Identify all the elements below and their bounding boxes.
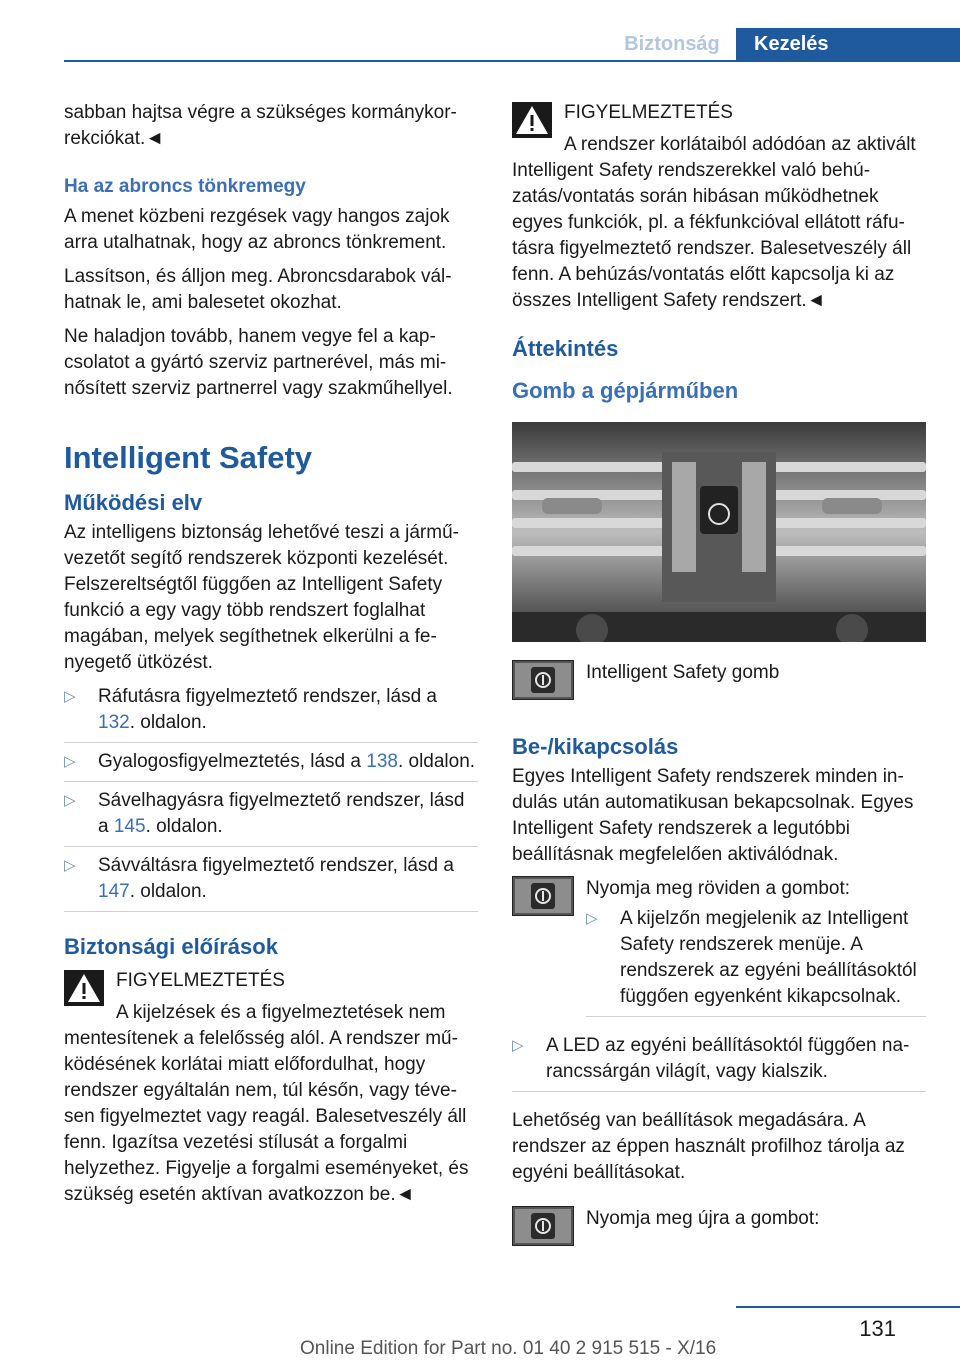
- paragraph: A menet közbeni rezgések vagy hangos zajok arra utalhatnak, hogy az abroncs tönkrement.: [64, 206, 450, 253]
- subsection-title-overview: Áttekintés: [512, 336, 619, 361]
- list-item: ▷ Gyalogosfigyelmeztetés, lásd a 138. oldalon.: [64, 749, 478, 782]
- list-item: ▷ A LED az egyéni beállításoktól függően narancssárgán világít, vagy kialszik.: [512, 1033, 926, 1092]
- footer-edition: Online Edition for Part no. 01 40 2 915 515 - X/16: [300, 1338, 717, 1359]
- list-bullet-triangle-icon: ▷: [64, 857, 76, 874]
- subheading-button-in-vehicle: Gomb a gépjárműben: [512, 378, 739, 403]
- header-tab-active: Kezelés: [736, 28, 960, 60]
- paragraph: Lassítson, és álljon meg. Abroncsdarabok válhatnak le, ami balesetet okozhat.: [64, 266, 452, 313]
- subsection-title-safety: Biztonsági előírások: [64, 934, 278, 959]
- left-column: [64, 100, 478, 1216]
- intelligent-safety-button-icon: [512, 1206, 574, 1246]
- vehicle-button-photo: [512, 422, 926, 642]
- warning-triangle-icon: [64, 970, 104, 1006]
- right-column: [512, 100, 926, 1258]
- intelligent-safety-button-icon: [512, 876, 574, 916]
- warning-box: [64, 968, 478, 1208]
- section-title: Intelligent Safety: [64, 440, 313, 475]
- list-item: ▷ Sávelhagyásra figyelmeztető rendszer, lásd a 145. oldalon.: [64, 788, 478, 847]
- paragraph: Lehetőség van beállítások megadására. A rendszer az éppen használt profilhoz tárolja az egyéni beállításokat.: [512, 1110, 905, 1183]
- subheading-tire-failure: Ha az abroncs tönkremegy: [64, 176, 306, 197]
- page-link[interactable]: 147: [98, 881, 130, 902]
- press-again-row: [512, 1206, 926, 1250]
- press-instruction-row: [512, 876, 926, 1017]
- list-bullet-triangle-icon: ▷: [64, 753, 76, 770]
- paragraph: Ne haladjon tovább, hanem vegye fel a kapcsolatot a gyártó szerviz partnerével, más minősített szerviz partnerrel vagy szakműhellyel.: [64, 326, 453, 399]
- page-link[interactable]: 132: [98, 712, 130, 733]
- list-item: ▷ A kijelzőn megjelenik az Intelligent Safety rendszerek menüje. A rendszerek az egyéni beállításoktól függően egyenként kikapcsolnak.: [586, 906, 926, 1017]
- button-caption-row: [512, 660, 926, 704]
- button-caption: Intelligent Safety gomb: [586, 662, 780, 683]
- paragraph: Egyes Intelligent Safety rendszerek minden indulás után automatikusan bekapcsolnak. Egyes Intelligent Safety rendszerek a legutóbbi beállításnak megfelelően aktiválódnak.: [512, 766, 914, 865]
- led-list: [512, 1033, 926, 1092]
- intelligent-safety-button-icon: [512, 660, 574, 700]
- subsection-title-principle: Működési elv: [64, 490, 203, 515]
- subsection-title-onoff: Be-/kikapcsolás: [512, 734, 679, 759]
- warning-title: FIGYELMEZTETÉS: [564, 102, 733, 123]
- warning-title: FIGYELMEZTETÉS: [116, 970, 285, 991]
- list-bullet-triangle-icon: ▷: [64, 792, 76, 809]
- list-bullet-triangle-icon: ▷: [512, 1037, 524, 1054]
- page-number: 131: [859, 1316, 896, 1341]
- systems-list: [64, 684, 478, 912]
- page-header: [0, 0, 960, 62]
- list-item: ▷ Sávváltásra figyelmeztető rendszer, lásd a 147. oldalon.: [64, 853, 478, 912]
- menu-result-list: [586, 906, 926, 1017]
- list-bullet-triangle-icon: ▷: [64, 688, 76, 705]
- footer-rule: [736, 1306, 960, 1308]
- list-item: ▷ Ráfutásra figyelmeztető rendszer, lásd a 132. oldalon.: [64, 684, 478, 743]
- header-tab-safety: Biztonság: [624, 33, 720, 55]
- list-bullet-triangle-icon: ▷: [586, 910, 598, 927]
- press-instruction: Nyomja meg röviden a gombot:: [586, 878, 851, 899]
- page-link[interactable]: 145: [113, 816, 146, 837]
- warning-triangle-icon: [512, 102, 552, 138]
- warning-text: A kijelzések és a figyelmeztetések nem mentesítenek a felelősség alól. A rendszer működésének korlátai miatt előfordulhat, hogy rendszer egyáltalán nem, túl későn, vagy tévesen figyelmeztet vagy reagál. Balesetveszély áll fenn. Igazítsa vezetési stílusát a forgalmi helyzethez. Figyelje a forgalmi eseményeket, és szükség esetén aktívan avatkozzon be.◄: [64, 1002, 469, 1205]
- press-instruction: Nyomja meg újra a gombot:: [586, 1208, 820, 1229]
- header-rule: [64, 60, 960, 62]
- warning-text: A rendszer korlátaiból adódóan az aktivált Intelligent Safety rendszerekkel való behúzatás/vontatás során hibásan működhetnek egyes funkciók, pl. a fékfunkcióval ellátott ráfutásra figyelmeztető rendszer. Balesetveszély áll fenn. A behúzás/vontatás előtt kapcsolja ki az összes Intelligent Safety rendszert.◄: [512, 134, 916, 311]
- paragraph-continued: sabban hajtsa végre a szükséges kormánykorrekciókat.◄: [64, 102, 457, 149]
- warning-box: [512, 100, 926, 314]
- paragraph: Az intelligens biztonság lehetővé teszi a járművezetőt segítő rendszerek központi kezelését. Felszereltségtől függően az Intelligent Safety funkció a egy vagy több rendszert foglalhat magában, melyek segíthetnek elkerülni a fenyegető ütközést.: [64, 522, 459, 673]
- page-link[interactable]: 138: [366, 751, 398, 772]
